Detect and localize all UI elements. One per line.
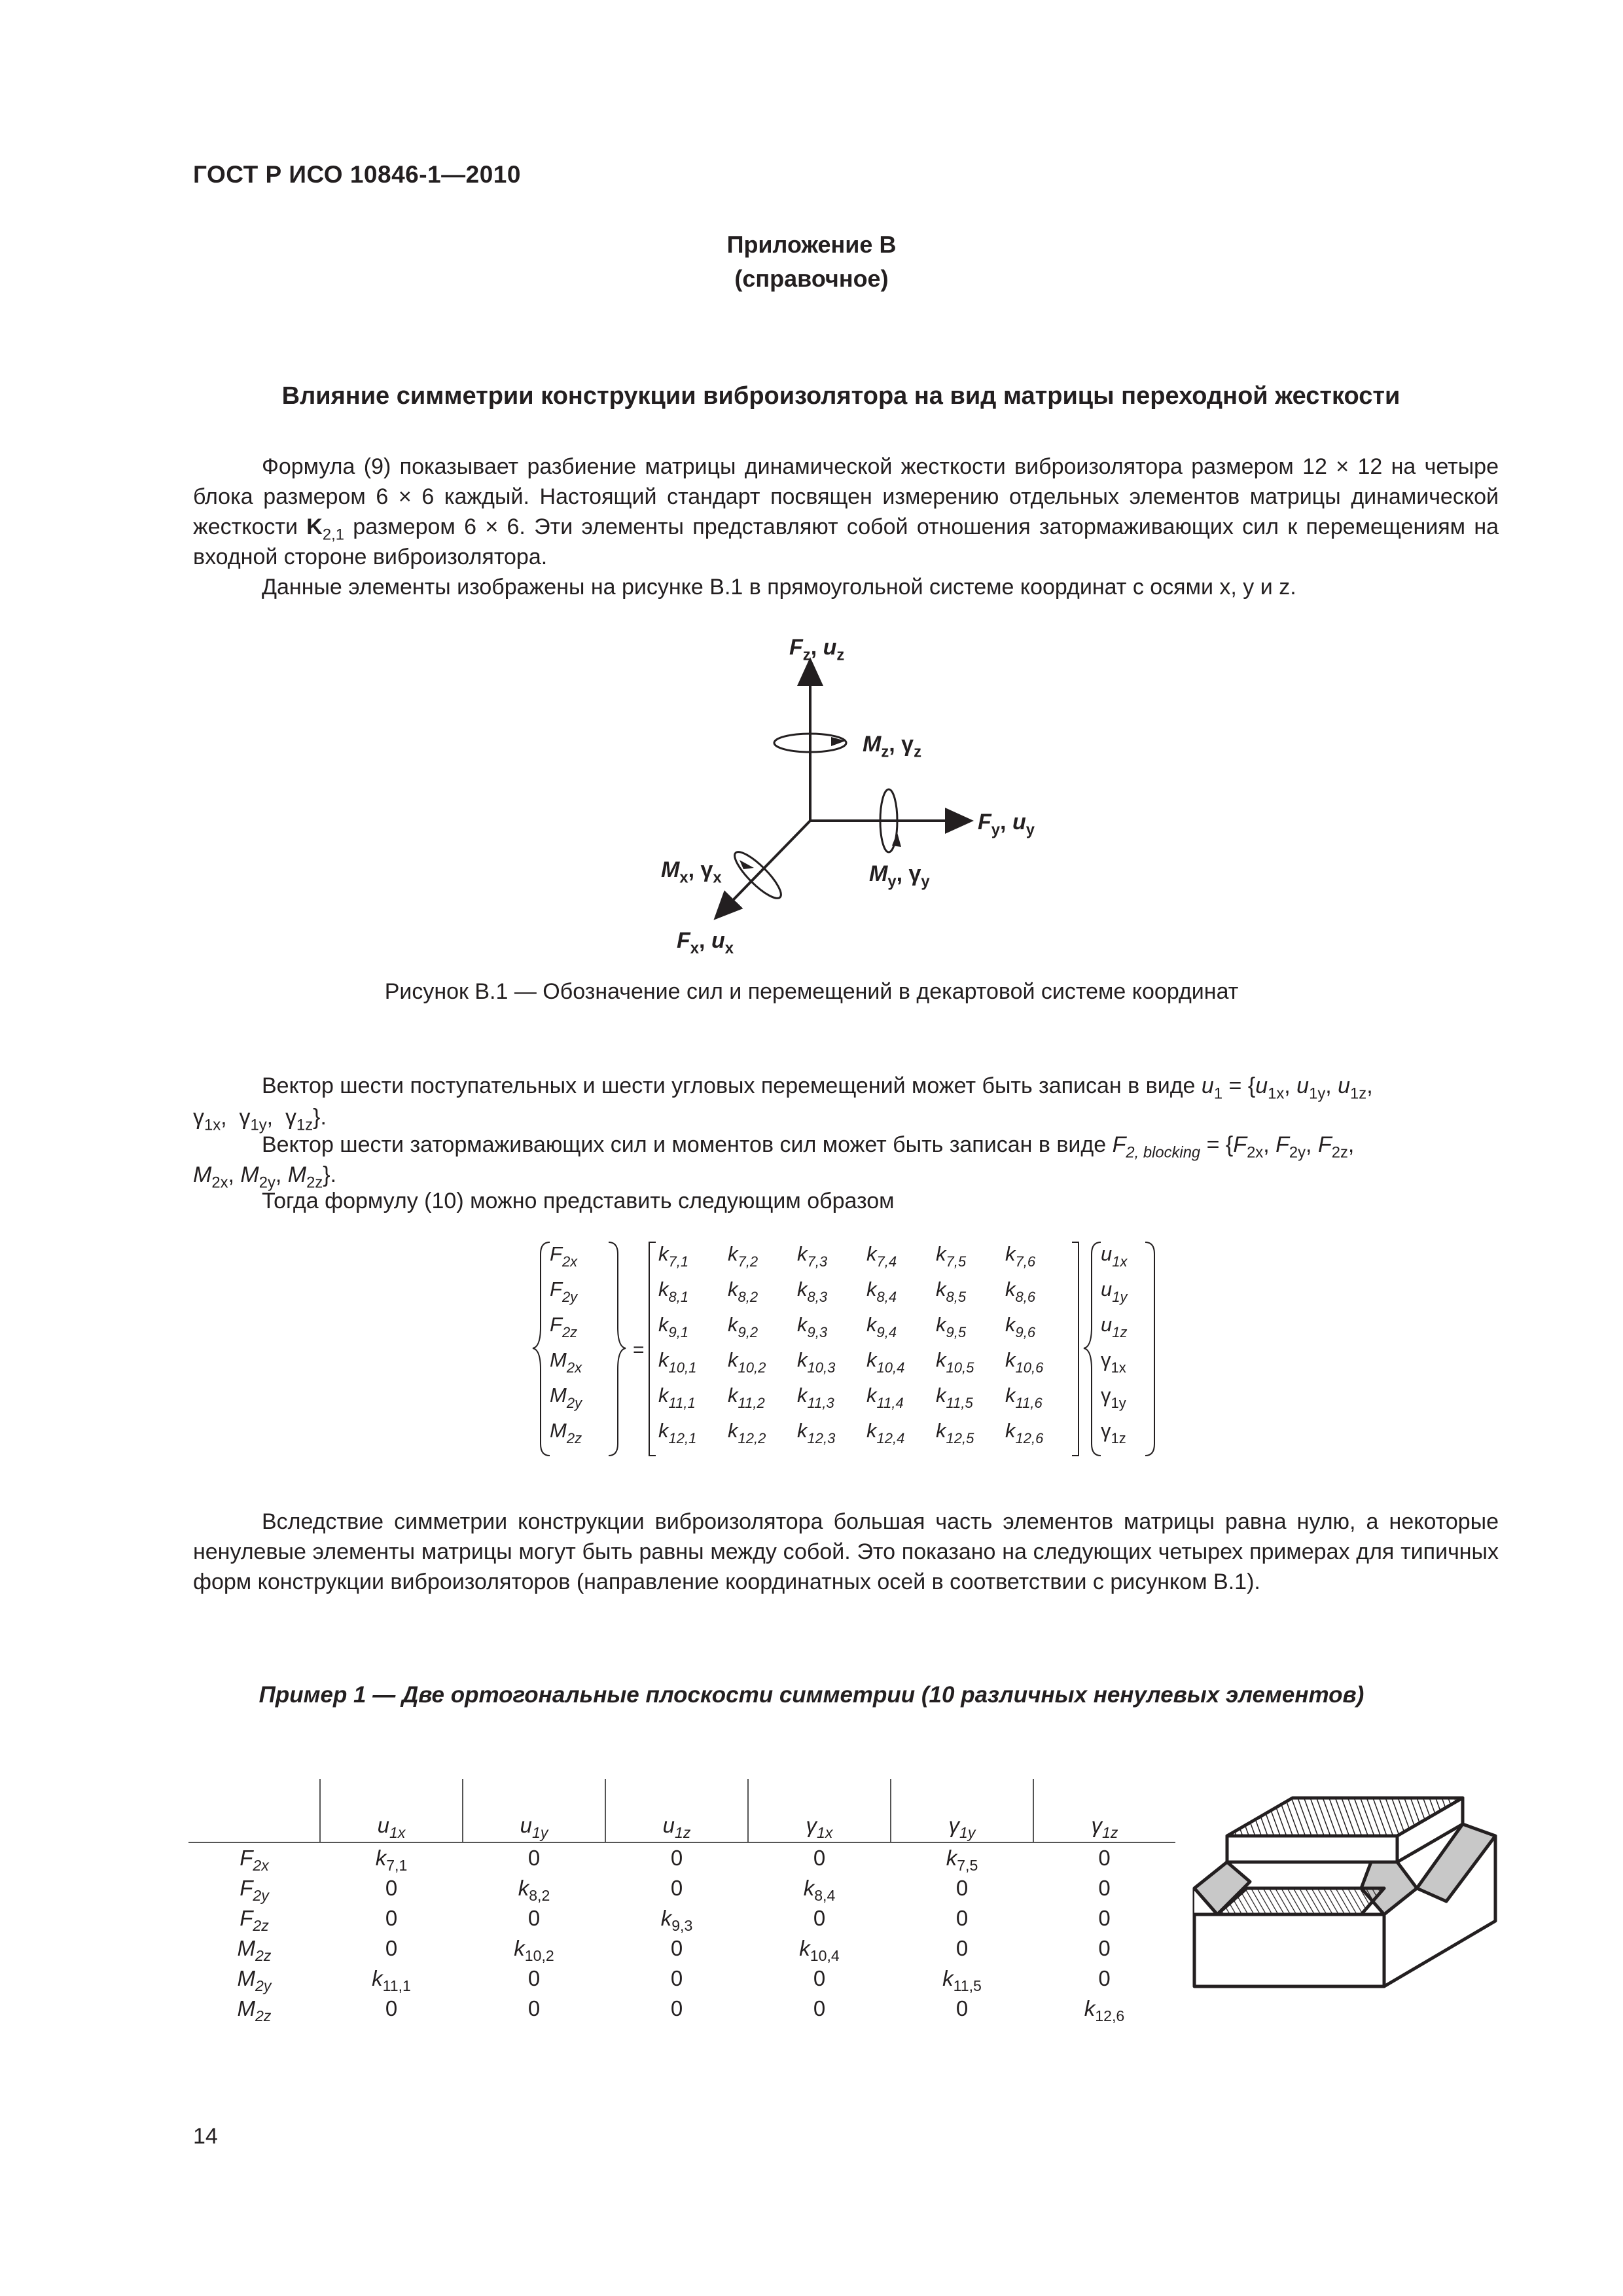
lhs-entry: $F_{2z}$ xyxy=(550,1313,578,1340)
lhs-right-brace xyxy=(609,1242,626,1456)
k-entry: $k_{12,4}$ xyxy=(866,1419,905,1446)
k-entry: $k_{11,6}$ xyxy=(1005,1384,1043,1411)
table-cell: 0 xyxy=(670,1996,683,2020)
k-entry: $k_{9,6}$ xyxy=(1005,1313,1036,1340)
row-header: $M_{2z}$ xyxy=(237,1996,272,2025)
formula-intro: Тогда формулу (10) можно представить следующим образом xyxy=(262,1189,895,1213)
k-entry: $k_{8,4}$ xyxy=(866,1278,897,1305)
lhs-entry: $F_{2y}$ xyxy=(550,1278,578,1305)
k-entry: $k_{10,4}$ xyxy=(866,1348,905,1376)
section-title: Влияние симметрии конструкции виброизолятора на вид матрицы переходной жесткости xyxy=(281,382,1400,410)
label-fy-uy: $F_y$, $u_y$ xyxy=(978,810,1035,839)
table-cell: $k_{7,5}$ xyxy=(946,1846,978,1874)
lhs-entry: $F_{2x}$ xyxy=(550,1242,578,1270)
table-cell: $k_{11,1}$ xyxy=(372,1966,411,1995)
intro-paragraph xyxy=(193,452,1499,602)
row-header: $M_{2y}$ xyxy=(237,1966,272,1995)
isolator-illustration xyxy=(1188,1790,1508,2006)
equals-sign: = xyxy=(633,1339,645,1361)
rhs-entry: $u_{1z}$ xyxy=(1101,1313,1128,1340)
table-cell: 0 xyxy=(955,1906,969,1930)
table-cell: 0 xyxy=(1098,1876,1111,1900)
k-entry: $k_{10,1}$ xyxy=(658,1348,697,1376)
rhs-entry: $\gamma_{1z}$ xyxy=(1101,1419,1126,1446)
document-header: ГОСТ Р ИСО 10846-1—2010 xyxy=(193,161,521,188)
k-entry: $k_{9,1}$ xyxy=(658,1313,689,1340)
table-cell: 0 xyxy=(385,1876,398,1900)
table-header-row xyxy=(188,1779,1175,1842)
rhs-entry: $u_{1x}$ xyxy=(1101,1242,1128,1270)
coordinate-system-figure xyxy=(589,622,1047,969)
k-entry: $k_{9,5}$ xyxy=(936,1313,967,1340)
table-cell: 0 xyxy=(955,1876,969,1900)
k-matrix xyxy=(658,1242,1044,1446)
top-plate-front xyxy=(1227,1836,1397,1862)
label-fx-ux: $F_x$, $u_x$ xyxy=(677,928,734,958)
k-entry: $k_{9,4}$ xyxy=(866,1313,897,1340)
table-cell: $k_{10,2}$ xyxy=(514,1936,554,1965)
k-entry: $k_{11,5}$ xyxy=(936,1384,973,1411)
base-floor xyxy=(1217,1888,1384,1914)
x-rotation-arrowhead xyxy=(740,860,754,869)
k-entry: $k_{8,3}$ xyxy=(797,1278,828,1305)
col-header: $\gamma_{1y}$ xyxy=(891,1779,1033,1842)
k-entry: $k_{10,2}$ xyxy=(728,1348,766,1376)
label-mx-gx: $M_x$, $\gamma_x$ xyxy=(661,857,722,887)
rhs-entry: $\gamma_{1x}$ xyxy=(1101,1348,1126,1376)
k-entry: $k_{11,1}$ xyxy=(658,1384,696,1411)
table-cell: 0 xyxy=(1098,1846,1111,1870)
annex-status: (справочное) xyxy=(734,265,889,292)
example-title: Пример 1 — Две ортогональные плоскости симметрии (10 различных ненулевых элементов) xyxy=(259,1682,1364,1708)
lhs-entry: $M_{2x}$ xyxy=(550,1348,582,1376)
table-cell: 0 xyxy=(527,1906,541,1930)
rhs-entry: $u_{1y}$ xyxy=(1101,1278,1128,1305)
k-entry: $k_{7,5}$ xyxy=(936,1242,967,1270)
rhs-right-brace xyxy=(1145,1242,1154,1456)
k-entry: $k_{11,2}$ xyxy=(728,1384,765,1411)
table-row xyxy=(188,1964,1175,1994)
k-entry: $k_{7,3}$ xyxy=(797,1242,828,1270)
table-row xyxy=(188,1903,1175,1933)
col-header: $\gamma_{1z}$ xyxy=(1033,1779,1175,1842)
k-entry: $k_{9,2}$ xyxy=(728,1313,758,1340)
table-cell: 0 xyxy=(1098,1966,1111,1990)
displacement-vector-line: Вектор шести поступательных и шести угловых перемещений может быть записан в виде $u_1 = \{u_{1x}$, $u_{1y}$, $u_{1z}$, xyxy=(262,1073,1373,1103)
k-entry: $k_{12,1}$ xyxy=(658,1419,697,1446)
displacement-vector-cont: $\gamma_{1x}$, $\gamma_{1y}$, $\gamma_{1z}$}. xyxy=(193,1105,327,1134)
intro-p2: Данные элементы изображены на рисунке В.1 в прямоугольной системе координат с осями x, y и z. xyxy=(262,575,1296,600)
table-row xyxy=(188,1873,1175,1903)
label-my-gy: $M_y$, $\gamma_y$ xyxy=(869,861,930,891)
symmetry-text: Вследствие симметрии конструкции виброизолятора большая часть элементов матрицы равна нулю, а некоторые ненулевые элементы матрицы могут быть равны между собой. Это показано на следующих четырех примерах для типичных форм конструкции виброизоляторов (направление координатных осей в соответствии с рисунком В.1). xyxy=(193,1509,1499,1594)
table-cell: 0 xyxy=(527,1996,541,2020)
table-cell: 0 xyxy=(1098,1906,1111,1930)
k-entry: $k_{12,5}$ xyxy=(936,1419,974,1446)
annex-title: Приложение В xyxy=(726,231,897,258)
table-cell: 0 xyxy=(813,1996,826,2020)
page-number: 14 xyxy=(193,2124,218,2149)
k-entry: $k_{8,2}$ xyxy=(728,1278,758,1305)
matrix-left-bracket xyxy=(649,1242,656,1456)
table-cell: 0 xyxy=(813,1966,826,1990)
table-cell: 0 xyxy=(670,1966,683,1990)
rhs-left-brace xyxy=(1084,1242,1101,1456)
k-entry: $k_{8,5}$ xyxy=(936,1278,967,1305)
force-vector-cont: $M_{2x}$, $M_{2y}$, $M_{2z}$}. xyxy=(193,1162,337,1192)
k-entry: $k_{10,3}$ xyxy=(797,1348,836,1376)
row-header: $F_{2x}$ xyxy=(240,1846,269,1874)
table-corner xyxy=(188,1779,320,1842)
k-entry: $k_{7,4}$ xyxy=(866,1242,897,1270)
table-cell: 0 xyxy=(813,1906,826,1930)
lhs-entry: $M_{2y}$ xyxy=(550,1384,582,1411)
table-cell: 0 xyxy=(385,1906,398,1930)
annex-heading xyxy=(0,228,1623,296)
lhs-left-brace xyxy=(533,1242,550,1456)
k-entry: $k_{12,6}$ xyxy=(1005,1419,1044,1446)
table-cell: $k_{11,5}$ xyxy=(942,1966,982,1995)
stiffness-matrix-equation xyxy=(530,1236,1158,1465)
label-fz-uz: $F_z$, $u_z$ xyxy=(789,635,845,664)
row-header: $M_{2z}$ xyxy=(237,1936,272,1965)
table-row xyxy=(188,1842,1175,1873)
lhs-vector xyxy=(550,1242,583,1446)
table-cell: $k_{8,4}$ xyxy=(803,1876,836,1905)
y-rotation-arrowhead xyxy=(892,833,901,847)
table-cell: 0 xyxy=(955,1936,969,1960)
label-mz-gz: $M_z$, $\gamma_z$ xyxy=(863,732,921,761)
table-cell: 0 xyxy=(1098,1936,1111,1960)
table-cell: $k_{10,4}$ xyxy=(799,1936,840,1965)
table-cell: 0 xyxy=(527,1846,541,1870)
table-cell: 0 xyxy=(813,1846,826,1870)
col-header: $u_{1y}$ xyxy=(463,1779,605,1842)
rhs-vector xyxy=(1101,1242,1128,1446)
table-cell: 0 xyxy=(955,1996,969,2020)
table-row xyxy=(188,1933,1175,1964)
table-cell: $k_{12,6}$ xyxy=(1084,1996,1125,2025)
k-entry: $k_{8,1}$ xyxy=(658,1278,689,1305)
table-cell: 0 xyxy=(385,1936,398,1960)
table-cell: 0 xyxy=(527,1966,541,1990)
lhs-entry: $M_{2z}$ xyxy=(550,1419,582,1446)
k-entry: $k_{12,3}$ xyxy=(797,1419,836,1446)
figure-caption: Рисунок В.1 — Обозначение сил и перемещений в декартовой системе координат xyxy=(384,979,1239,1004)
example-table xyxy=(188,1779,1175,2024)
k-entry: $k_{11,4}$ xyxy=(866,1384,904,1411)
k-entry: $k_{7,6}$ xyxy=(1005,1242,1036,1270)
force-vector-line: Вектор шести затормаживающих сил и моментов сил может быть записан в виде $F_{2, blocking} = \{F_{2x}$, $F_{2y}$, $F_{2z}$, xyxy=(262,1132,1355,1162)
k-entry: $k_{11,3}$ xyxy=(797,1384,834,1411)
k-entry: $k_{9,3}$ xyxy=(797,1313,828,1340)
table-cell: 0 xyxy=(385,1996,398,2020)
row-header: $F_{2z}$ xyxy=(240,1906,269,1935)
symmetry-paragraph xyxy=(193,1507,1499,1597)
matrix-right-bracket xyxy=(1072,1242,1079,1456)
col-header: $\gamma_{1x}$ xyxy=(748,1779,891,1842)
k-entry: $k_{8,6}$ xyxy=(1005,1278,1036,1305)
table-cell: $k_{9,3}$ xyxy=(660,1906,693,1935)
row-header: $F_{2y}$ xyxy=(240,1876,269,1905)
intro-p1: Формула (9) показывает разбиение матрицы динамической жесткости виброизолятора размером 12 × 12 на четыре блока размером 6 × 6 каждый. Настоящий стандарт посвящен измерению отдельных элементов матрицы динамической жесткости $K_{2,1}$ размером 6 × 6. Эти элементы представляют собой отношения затормаживающих сил к перемещениям на входной стороне виброизолятора. xyxy=(193,454,1499,569)
table-cell: $k_{8,2}$ xyxy=(518,1876,550,1905)
k-entry: $k_{7,1}$ xyxy=(658,1242,689,1270)
table-cell: 0 xyxy=(670,1936,683,1960)
k-entry: $k_{10,6}$ xyxy=(1005,1348,1044,1376)
table-cell: 0 xyxy=(670,1876,683,1900)
col-header: $u_{1x}$ xyxy=(320,1779,463,1842)
table-cell: 0 xyxy=(670,1846,683,1870)
k-entry: $k_{10,5}$ xyxy=(936,1348,974,1376)
table-cell: $k_{7,1}$ xyxy=(375,1846,408,1874)
rhs-entry: $\gamma_{1y}$ xyxy=(1101,1384,1126,1411)
k-entry: $k_{12,2}$ xyxy=(728,1419,766,1446)
table-row xyxy=(188,1994,1175,2024)
col-header: $u_{1z}$ xyxy=(605,1779,748,1842)
k-entry: $k_{7,2}$ xyxy=(728,1242,758,1270)
